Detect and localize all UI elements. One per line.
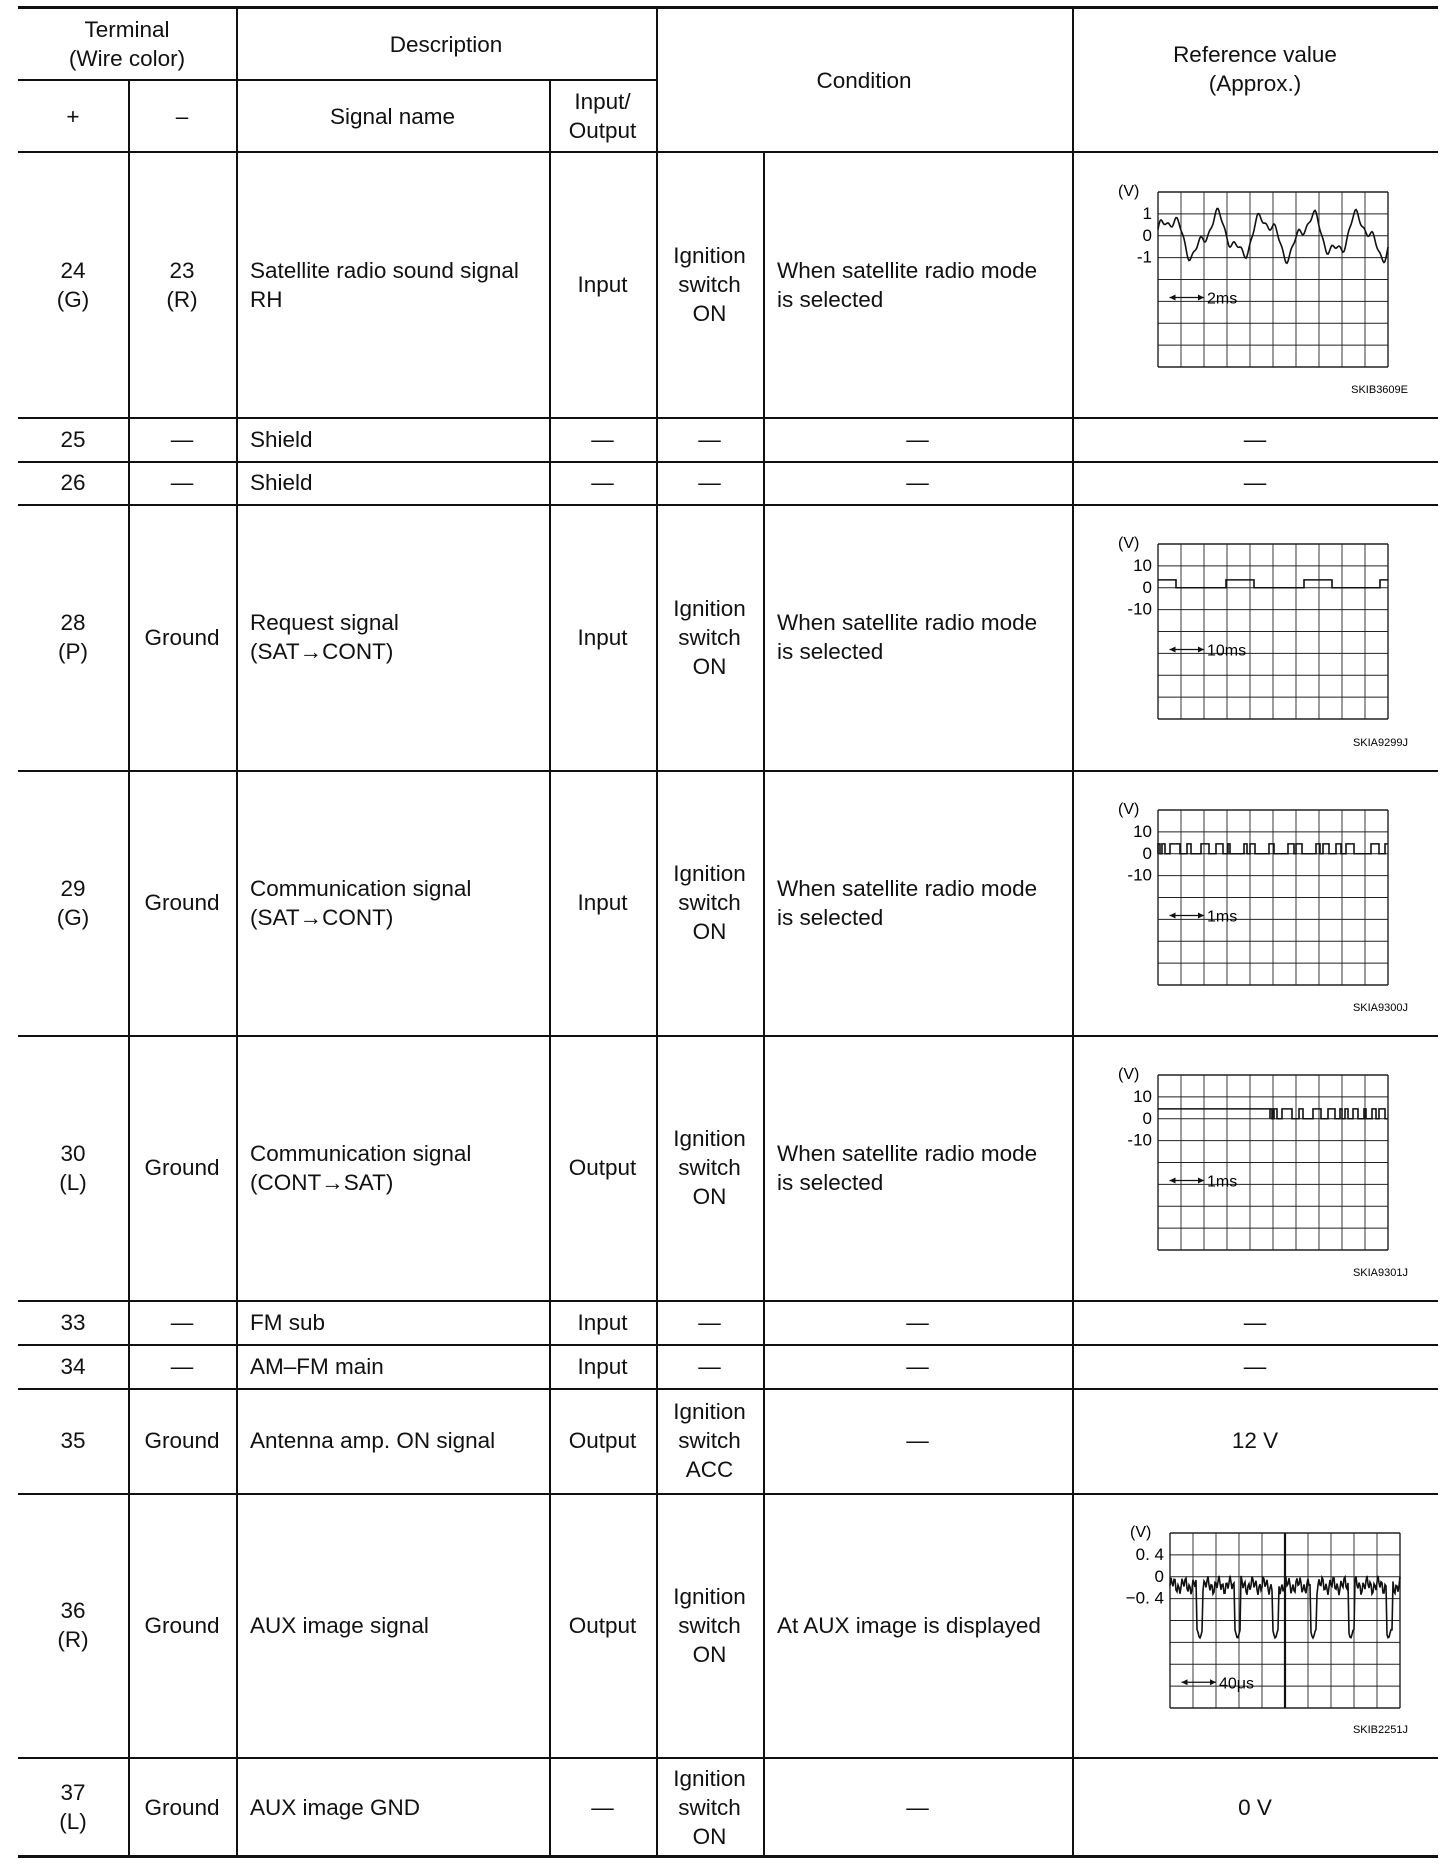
reference-value-cell: 0 V — [1238, 1794, 1272, 1820]
table-bottom-rule — [18, 1855, 1438, 1858]
input-output-cell: — — [591, 426, 614, 452]
waveform-graph — [1112, 174, 1412, 395]
reference-value-cell: 12 V — [1231, 1428, 1279, 1453]
terminal-minus-cell: Ground — [144, 890, 220, 915]
axis-level-label: 0. 4 — [1135, 1544, 1164, 1564]
terminal-plus-cell: 30 (L) — [59, 1140, 87, 1195]
time-scale-label: 40μs — [1219, 1675, 1255, 1693]
rule-vertical — [1072, 6, 1074, 152]
rule-vertical — [236, 1388, 238, 1493]
rule-vertical — [549, 1757, 551, 1857]
figure-code-label: SKIA9300J — [1352, 1002, 1408, 1013]
rule-vertical — [549, 417, 551, 461]
rule-vertical — [128, 417, 130, 461]
terminal-plus-cell: 33 — [60, 1309, 86, 1335]
rule-vertical — [763, 1388, 765, 1493]
condition-detail-cell: At AUX image is displayed — [777, 1612, 1041, 1638]
axis-unit-label: (V) — [1118, 1066, 1140, 1083]
rule-horizontal — [18, 1035, 1438, 1037]
rule-vertical — [128, 1344, 130, 1388]
axis-level-label: 0 — [1142, 1108, 1152, 1128]
signal-name-cell: Request signal (SAT→CONT) — [250, 610, 399, 664]
terminal-minus-cell: — — [170, 1353, 194, 1379]
header-reference-value: Reference value (Approx.) — [1173, 42, 1337, 96]
rule-vertical — [656, 1035, 658, 1300]
terminal-minus-cell: Ground — [144, 1428, 220, 1453]
terminal-minus-cell: Ground — [144, 1155, 220, 1180]
terminal-minus-cell: Ground — [144, 1612, 220, 1638]
rule-vertical — [128, 504, 130, 770]
signal-name-cell: Shield — [250, 470, 313, 495]
rule-vertical — [1072, 1493, 1074, 1757]
rule-vertical — [549, 504, 551, 770]
reference-value-cell: — — [1243, 1353, 1267, 1379]
axis-level-label: 0 — [1142, 577, 1152, 597]
axis-level-label: -10 — [1127, 865, 1152, 885]
figure-code-label: SKIA9299J — [1352, 737, 1408, 748]
axis-level-label: 0 — [1142, 225, 1152, 245]
axis-unit-label: (V) — [1118, 183, 1140, 200]
signal-name-cell: Shield — [250, 426, 313, 452]
header-input-output: Input/ Output — [568, 89, 637, 143]
input-output-cell: Input — [577, 1309, 628, 1335]
rule-vertical — [128, 1493, 130, 1757]
rule-vertical — [656, 1493, 658, 1757]
waveform-graph — [1112, 1057, 1412, 1278]
condition-detail-cell: When satellite radio mode is selected — [777, 257, 1038, 312]
rule-vertical — [656, 461, 658, 504]
terminal-plus-cell: 28 (P) — [58, 610, 88, 664]
rule-vertical — [656, 504, 658, 770]
rule-vertical — [549, 152, 551, 417]
input-output-cell: Input — [577, 624, 628, 650]
condition-detail-cell: — — [906, 426, 929, 452]
reference-value-cell: — — [1243, 470, 1267, 495]
rule-vertical — [549, 770, 551, 1035]
rule-vertical — [128, 1035, 130, 1300]
rule-vertical — [1072, 1300, 1074, 1344]
rule-vertical — [1072, 1388, 1074, 1493]
time-scale-label: 10ms — [1207, 642, 1247, 660]
time-scale-label: 1ms — [1207, 1173, 1238, 1191]
rule-horizontal — [18, 461, 1438, 463]
condition-cell: Ignition switch ACC — [673, 1399, 746, 1482]
condition-detail-cell: — — [906, 1428, 929, 1453]
condition-detail-cell: — — [906, 1353, 929, 1379]
input-output-cell: Input — [577, 1353, 628, 1379]
terminal-minus-cell: Ground — [144, 624, 220, 650]
rule-vertical — [763, 504, 765, 770]
axis-unit-label: (V) — [1118, 535, 1140, 552]
terminal-plus-cell: 24 (G) — [56, 257, 90, 312]
rule-vertical — [549, 1344, 551, 1388]
rule-vertical — [763, 1344, 765, 1388]
table-top-rule — [18, 6, 1438, 9]
condition-cell: Ignition switch ON — [673, 1126, 746, 1209]
reference-value-cell: — — [1243, 1309, 1267, 1335]
condition-cell: Ignition switch ON — [673, 861, 746, 944]
header-condition: Condition — [816, 67, 912, 93]
condition-detail-cell: When satellite radio mode is selected — [777, 1140, 1038, 1195]
terminal-minus-cell: Ground — [144, 1794, 220, 1820]
terminal-plus-cell: 26 — [60, 470, 86, 495]
header-description: Description — [389, 31, 503, 57]
input-output-cell: Output — [568, 1155, 637, 1180]
rule-vertical — [128, 80, 130, 152]
rule-vertical — [763, 1493, 765, 1757]
signal-name-cell: Communication signal (CONT→SAT) — [250, 1140, 472, 1195]
rule-horizontal — [18, 79, 656, 81]
rule-vertical — [128, 152, 130, 417]
rule-vertical — [128, 1388, 130, 1493]
rule-horizontal — [18, 1388, 1438, 1390]
condition-cell: Ignition switch ON — [673, 595, 746, 679]
rule-vertical — [656, 6, 658, 152]
rule-vertical — [763, 1300, 765, 1344]
axis-level-label: -10 — [1127, 1130, 1152, 1150]
rule-vertical — [1072, 1035, 1074, 1300]
rule-vertical — [236, 1493, 238, 1757]
condition-cell: Ignition switch ON — [673, 1765, 746, 1849]
rule-horizontal — [18, 417, 1438, 419]
terminal-plus-cell: 25 — [60, 426, 86, 452]
rule-vertical — [656, 152, 658, 417]
rule-horizontal — [18, 504, 1438, 506]
rule-vertical — [549, 80, 551, 152]
rule-vertical — [1072, 770, 1074, 1035]
rule-vertical — [763, 1757, 765, 1857]
rule-vertical — [1072, 1757, 1074, 1857]
rule-vertical — [1072, 417, 1074, 461]
waveform-graph — [1112, 792, 1412, 1013]
condition-cell: — — [698, 426, 721, 452]
rule-vertical — [656, 770, 658, 1035]
terminal-minus-cell: — — [170, 470, 194, 495]
header-plus: + — [66, 103, 80, 129]
terminal-minus-cell: — — [170, 426, 194, 452]
axis-level-label: -1 — [1136, 247, 1152, 267]
rule-vertical — [1072, 461, 1074, 504]
rule-vertical — [549, 1388, 551, 1493]
signal-name-cell: AUX image GND — [250, 1794, 421, 1820]
rule-vertical — [656, 1757, 658, 1857]
rule-vertical — [1072, 1344, 1074, 1388]
rule-vertical — [763, 417, 765, 461]
terminal-plus-cell: 34 — [60, 1353, 86, 1379]
rule-vertical — [549, 461, 551, 504]
rule-vertical — [763, 152, 765, 417]
rule-vertical — [236, 1300, 238, 1344]
figure-code-label: SKIB3609E — [1351, 384, 1408, 395]
axis-level-label: 1 — [1142, 203, 1152, 223]
signal-name-cell: Satellite radio sound signal RH — [250, 257, 519, 312]
reference-value-cell: — — [1243, 426, 1267, 452]
axis-level-label: 0 — [1142, 843, 1152, 863]
terminal-plus-cell: 36 (R) — [57, 1598, 89, 1652]
rule-vertical — [236, 6, 238, 152]
condition-cell: Ignition switch ON — [673, 243, 746, 326]
rule-vertical — [656, 1388, 658, 1493]
condition-detail-cell: When satellite radio mode is selected — [777, 610, 1038, 664]
figure-code-label: SKIA9301J — [1352, 1267, 1408, 1278]
rule-vertical — [656, 1300, 658, 1344]
rule-vertical — [128, 1757, 130, 1857]
axis-level-label: 10 — [1133, 1086, 1152, 1106]
axis-level-label: −0. 4 — [1125, 1588, 1164, 1608]
waveform-graph — [1112, 526, 1412, 748]
rule-vertical — [656, 1344, 658, 1388]
condition-cell: — — [698, 1309, 721, 1335]
rule-vertical — [128, 770, 130, 1035]
rule-vertical — [1072, 504, 1074, 770]
axis-unit-label: (V) — [1118, 801, 1140, 818]
input-output-cell: Output — [568, 1428, 637, 1453]
time-scale-label: 1ms — [1207, 908, 1238, 926]
signal-name-cell: FM sub — [250, 1309, 326, 1335]
rule-horizontal — [18, 1344, 1438, 1346]
input-output-cell: Input — [577, 890, 628, 915]
rule-vertical — [236, 417, 238, 461]
header-signal-name: Signal name — [329, 103, 456, 129]
input-output-cell: — — [591, 1794, 614, 1820]
rule-vertical — [656, 417, 658, 461]
rule-vertical — [549, 1035, 551, 1300]
condition-detail-cell: — — [906, 470, 929, 495]
figure-code-label: SKIB2251J — [1352, 1724, 1408, 1735]
condition-detail-cell: — — [906, 1794, 929, 1820]
header-terminal: Terminal (Wire color) — [68, 17, 186, 71]
condition-detail-cell: — — [906, 1309, 929, 1335]
rule-vertical — [763, 770, 765, 1035]
rule-vertical — [236, 770, 238, 1035]
signal-name-cell: Communication signal (SAT→CONT) — [250, 875, 472, 930]
time-scale-label: 2ms — [1207, 290, 1238, 308]
waveform-graph — [1112, 1515, 1412, 1735]
rule-vertical — [236, 504, 238, 770]
rule-vertical — [1072, 152, 1074, 417]
rule-vertical — [236, 1757, 238, 1857]
header-minus: – — [175, 103, 189, 129]
condition-cell: — — [698, 470, 721, 495]
condition-cell: Ignition switch ON — [673, 1583, 746, 1667]
signal-name-cell: AUX image signal — [250, 1612, 429, 1638]
rule-horizontal — [18, 1757, 1438, 1759]
terminal-plus-cell: 29 (G) — [56, 875, 90, 930]
rule-vertical — [763, 1035, 765, 1300]
terminal-minus-cell: — — [170, 1309, 194, 1335]
rule-vertical — [763, 461, 765, 504]
condition-cell: — — [698, 1353, 721, 1379]
rule-horizontal — [18, 1493, 1438, 1495]
condition-detail-cell: When satellite radio mode is selected — [777, 875, 1038, 930]
rule-vertical — [236, 1035, 238, 1300]
signal-name-cell: AM–FM main — [250, 1353, 384, 1379]
terminal-minus-cell: 23 (R) — [166, 257, 198, 312]
rule-horizontal — [18, 1300, 1438, 1302]
rule-horizontal — [18, 770, 1438, 772]
rule-vertical — [236, 461, 238, 504]
input-output-cell: Output — [568, 1612, 637, 1638]
rule-vertical — [128, 461, 130, 504]
terminal-plus-cell: 37 (L) — [59, 1780, 87, 1834]
rule-vertical — [128, 1300, 130, 1344]
axis-level-label: 0 — [1154, 1566, 1164, 1586]
axis-level-label: 10 — [1133, 821, 1152, 841]
axis-level-label: -10 — [1127, 599, 1152, 619]
axis-unit-label: (V) — [1130, 1524, 1152, 1541]
rule-vertical — [236, 152, 238, 417]
axis-level-label: 10 — [1133, 555, 1152, 575]
input-output-cell: — — [591, 470, 614, 495]
rule-vertical — [236, 1344, 238, 1388]
rule-vertical — [549, 1493, 551, 1757]
signal-name-cell: Antenna amp. ON signal — [250, 1428, 496, 1453]
rule-vertical — [549, 1300, 551, 1344]
terminal-plus-cell: 35 — [60, 1428, 86, 1453]
input-output-cell: Input — [577, 272, 628, 297]
